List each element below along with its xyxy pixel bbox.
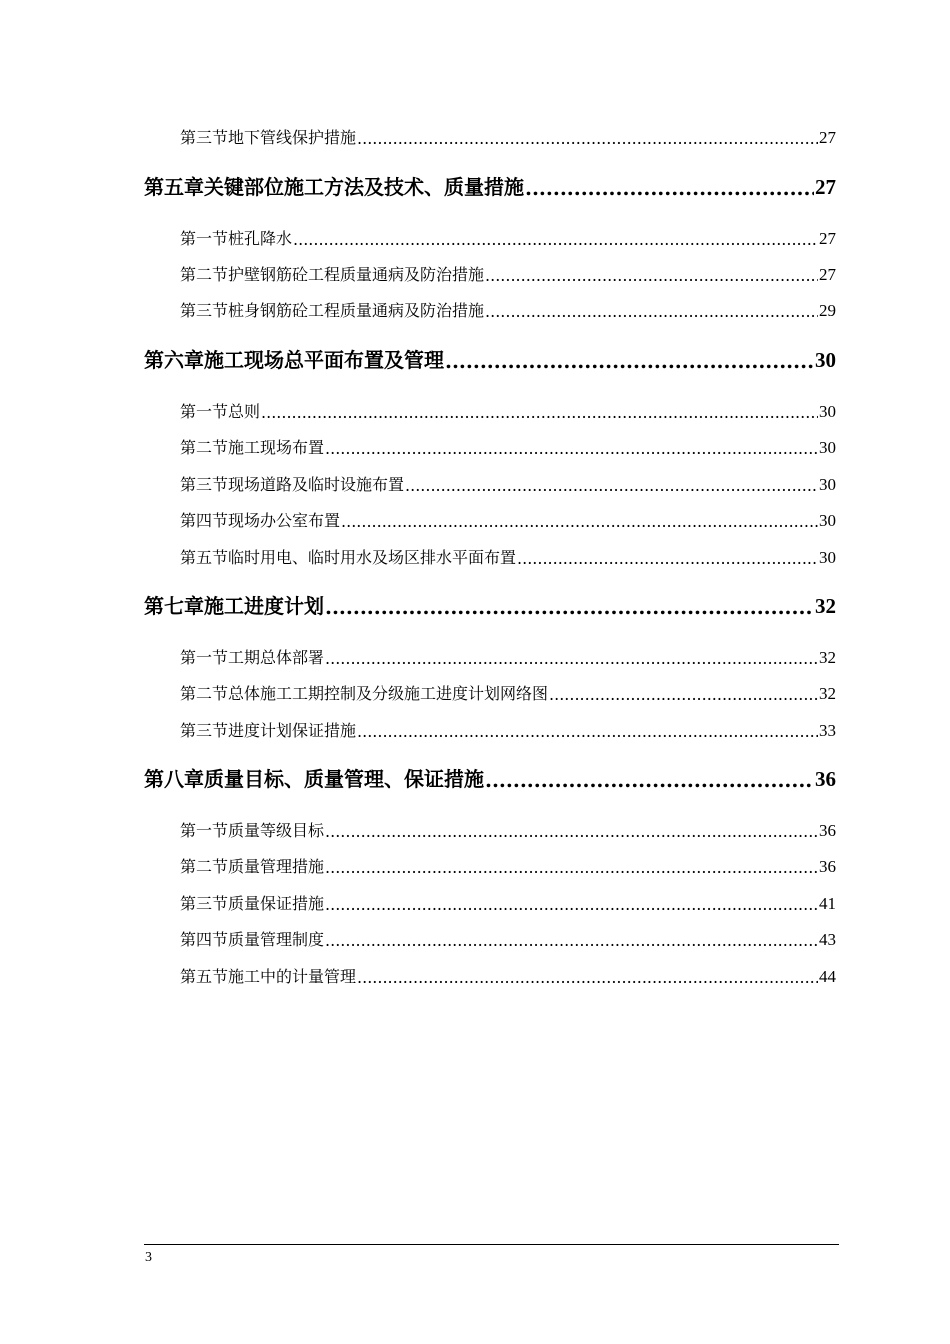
toc-section-line[interactable] (180, 965, 836, 987)
toc-dot-leader (405, 476, 818, 495)
toc-section-line[interactable] (180, 400, 836, 422)
toc-section-title: 护壁钢筋砼工程质量通病及防治措施 (228, 265, 485, 284)
toc-section-number: 第一节 (180, 402, 229, 421)
toc-dot-leader (325, 439, 818, 458)
toc-page-number: 33 (819, 721, 836, 740)
toc-section-title: 现场道路及临时设施布置 (228, 475, 405, 494)
toc-section-title: 进度计划保证措施 (228, 721, 357, 740)
toc-page-number: 27 (819, 229, 836, 248)
toc-section-line[interactable] (180, 227, 836, 249)
toc-dot-leader (549, 685, 818, 704)
toc-dot-leader (261, 403, 818, 422)
toc-page-number: 30 (819, 438, 836, 457)
toc-section-line[interactable] (180, 126, 836, 148)
toc-dot-leader (341, 512, 818, 531)
toc-section-number: 第五节 (180, 967, 229, 986)
toc-section-title: 地下管线保护措施 (228, 128, 357, 147)
toc-section-title: 质量保证措施 (228, 894, 325, 913)
toc-section-number: 第三节 (180, 894, 229, 913)
toc-chapter-line[interactable] (144, 172, 836, 200)
footer-page-number: 3 (145, 1250, 152, 1265)
toc-section-line[interactable] (180, 263, 836, 285)
toc-chapter-number: 第七章 (144, 594, 204, 618)
toc-section-number: 第二节 (180, 857, 229, 876)
toc-dot-leader (293, 230, 818, 249)
toc-dot-leader (445, 349, 814, 373)
toc-chapter-title: 施工进度计划 (204, 594, 324, 618)
toc-section-line[interactable] (180, 646, 836, 668)
toc-chapter-line[interactable] (144, 345, 836, 373)
toc-dot-leader (485, 768, 814, 792)
toc-section-number: 第三节 (180, 475, 229, 494)
toc-section-line[interactable] (180, 928, 836, 950)
toc-section-number: 第三节 (180, 128, 229, 147)
toc-page-number: 43 (819, 930, 836, 949)
toc-section-number: 第一节 (180, 821, 229, 840)
toc-section-number: 第二节 (180, 438, 229, 457)
toc-section-title: 总则 (228, 402, 261, 421)
toc-page-number: 32 (819, 684, 836, 703)
toc-chapter-title: 施工现场总平面布置及管理 (204, 348, 444, 372)
toc-page-number: 30 (819, 548, 836, 567)
toc-page-number: 32 (819, 648, 836, 667)
toc-dot-leader (325, 895, 818, 914)
toc-section-number: 第一节 (180, 229, 229, 248)
footer-divider (144, 1244, 839, 1245)
toc-page-number: 44 (819, 967, 836, 986)
toc-section-number: 第二节 (180, 684, 229, 703)
toc-dot-leader (357, 722, 818, 741)
toc-section-title: 桩孔降水 (228, 229, 293, 248)
toc-dot-leader (325, 931, 818, 950)
toc-section-line[interactable] (180, 299, 836, 321)
toc-section-number: 第二节 (180, 265, 229, 284)
toc-chapter-number: 第五章 (144, 175, 204, 199)
toc-chapter-line[interactable] (144, 764, 836, 792)
toc-page-number: 41 (819, 894, 836, 913)
toc-dot-leader (517, 549, 818, 568)
toc-section-title: 质量等级目标 (228, 821, 325, 840)
toc-page-number: 30 (819, 402, 836, 421)
toc-section-line[interactable] (180, 436, 836, 458)
toc-dot-leader (357, 129, 818, 148)
toc-section-title: 总体施工工期控制及分级施工进度计划网络图 (228, 684, 549, 703)
toc-page-number: 30 (815, 348, 836, 372)
toc-section-title: 桩身钢筋砼工程质量通病及防治措施 (228, 301, 485, 320)
toc-dot-leader (357, 968, 818, 987)
toc-section-number: 第四节 (180, 930, 229, 949)
toc-section-title: 临时用电、临时用水及场区排水平面布置 (228, 548, 517, 567)
toc-section-title: 工期总体部署 (228, 648, 325, 667)
toc-dot-leader (485, 266, 818, 285)
toc-section-line[interactable] (180, 855, 836, 877)
toc-dot-leader (325, 822, 818, 841)
toc-dot-leader (325, 649, 818, 668)
toc-dot-leader (325, 858, 818, 877)
toc-section-title: 现场办公室布置 (228, 511, 341, 530)
toc-page-number: 36 (819, 821, 836, 840)
toc-chapter-number: 第六章 (144, 348, 204, 372)
toc-page-number: 27 (819, 265, 836, 284)
toc-page-number: 36 (819, 857, 836, 876)
toc-page-number: 29 (819, 301, 836, 320)
toc-page-number: 32 (815, 594, 836, 618)
toc-section-number: 第四节 (180, 511, 229, 530)
toc-chapter-number: 第八章 (144, 767, 204, 791)
toc-dot-leader (485, 302, 818, 321)
toc-page-number: 30 (819, 511, 836, 530)
toc-section-line[interactable] (180, 509, 836, 531)
toc-section-line[interactable] (180, 719, 836, 741)
toc-chapter-line[interactable] (144, 591, 836, 619)
toc-section-title: 质量管理制度 (228, 930, 325, 949)
toc-page-number: 27 (819, 128, 836, 147)
toc-section-line[interactable] (180, 546, 836, 568)
toc-chapter-title: 质量目标、质量管理、保证措施 (204, 767, 484, 791)
toc-dot-leader (525, 176, 814, 200)
toc-section-number: 第五节 (180, 548, 229, 567)
toc-section-number: 第三节 (180, 721, 229, 740)
toc-section-line[interactable] (180, 473, 836, 495)
toc-section-line[interactable] (180, 819, 836, 841)
toc-page-number: 36 (815, 767, 836, 791)
toc-page-number: 27 (815, 175, 836, 199)
toc-page-number: 30 (819, 475, 836, 494)
toc-section-number: 第三节 (180, 301, 229, 320)
toc-section-title: 施工中的计量管理 (228, 967, 357, 986)
toc-chapter-title: 关键部位施工方法及技术、质量措施 (204, 175, 524, 199)
toc-section-title: 质量管理措施 (228, 857, 325, 876)
toc-section-title: 施工现场布置 (228, 438, 325, 457)
toc-section-line[interactable] (180, 682, 836, 704)
toc-section-number: 第一节 (180, 648, 229, 667)
toc-dot-leader (325, 595, 814, 619)
toc-section-line[interactable] (180, 892, 836, 914)
